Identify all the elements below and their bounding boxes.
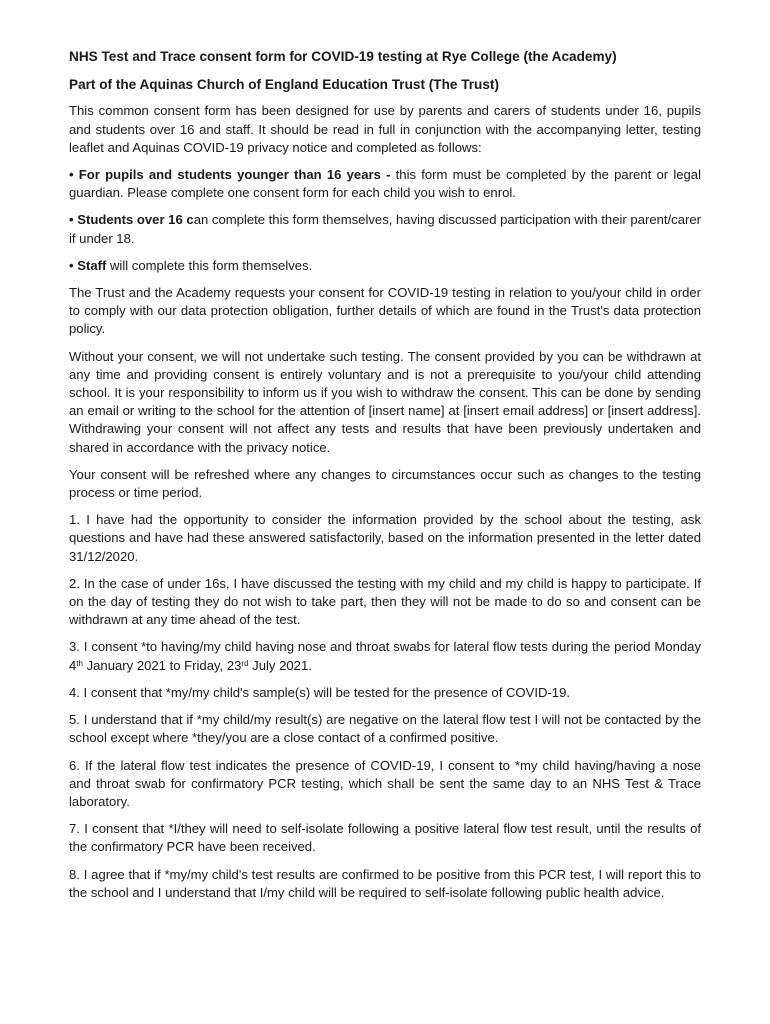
form-title: NHS Test and Trace consent form for COVID-19 testing at Rye College (the Academy) <box>69 49 617 64</box>
intro-paragraph: This common consent form has been designed for use by parents and carers of students under 16, pupils and students over 16 and staff. It should be read in full in conjunction with the accompanying letter, testing leaflet and Aquinas COVID-19 privacy notice and completed as follows: <box>69 103 701 155</box>
statement-2: 2. In the case of under 16s, I have discussed the testing with my child and my child is happy to participate. If on the day of testing they do not wish to take part, then they will not be made to do so and consent can be withdrawn at any time ahead of the test. <box>69 575 701 628</box>
consent-form-page <box>69 48 701 911</box>
statement-8: 8. I agree that if *my/my child's test results are confirmed to be positive from this PCR test, I will report this to the school and I understand that I/my child will be required to self-isolate following public health advice. <box>69 866 701 900</box>
trust-subtitle: Part of the Aquinas Church of England Education Trust (The Trust) <box>69 77 499 93</box>
statement-3-part-a: 3. I consent *to having/my child having nose and throat swabs for lateral flow tests during the period Monday 4 <box>69 639 701 673</box>
bullet-under-16 <box>69 166 701 202</box>
bullet-staff-text: will complete this form themselves. <box>106 257 313 273</box>
bullet-under-16-label: • For pupils and students younger than 16 years - <box>69 167 391 183</box>
statement-6: 6. If the lateral flow test indicates the presence of COVID-19, I consent to *my child having/having a nose and throat swab for confirmatory PCR testing, which shall be sent the same day to an NHS Test & Trace laboratory. <box>69 757 701 809</box>
bullet-over-16-text: an complete this form themselves, having discussed participation with their parent/carer if under 18. <box>69 212 702 246</box>
statement-3-sup-th: th <box>76 658 83 668</box>
statement-7: 7. I consent that *I/they will need to self-isolate following a positive lateral flow test result, until the results of the confirmatory PCR have been received. <box>69 821 701 855</box>
statement-1: 1. I have had the opportunity to consider the information provided by the school about the testing, ask questions and have had these answered satisfactorily, based on the information presented in the letter dated 31/12/2020. <box>69 512 701 564</box>
statement-3-part-c: July 2021. <box>248 657 312 673</box>
statement-3-part-b: January 2021 to Friday, 23 <box>82 657 242 673</box>
bullet-over-16-label: • Students over 16 c <box>69 212 194 228</box>
statement-5: 5. I understand that if *my child/my result(s) are negative on the lateral flow test I will not be contacted by the school except where *they/you are a close contact of a confirmed positive. <box>69 712 701 746</box>
statement-4: 4. I consent that *my/my child's sample(s) will be tested for the presence of COVID-19. <box>69 684 570 700</box>
bullet-over-16 <box>69 211 701 247</box>
bullet-under-16-text: this form must be completed by the parent or legal guardian. Please complete one consent form for each child you wish to enrol. <box>69 167 701 201</box>
withdraw-paragraph: Without your consent, we will not undertake such testing. The consent provided by you can be withdrawn at any time and providing consent is entirely voluntary and is not a prerequisite to you/your child attending school. It is your responsibility to inform us if you wish to withdraw the consent. This can be done by sending an email or writing to the school for the attention of [insert name] at [insert email address] or [insert address]. Withdrawing your consent will not affect any tests and results that have been previously undertaken and shared in accordance with the privacy notice. <box>69 348 701 455</box>
statement-3 <box>69 638 701 674</box>
consent-paragraph: The Trust and the Academy requests your consent for COVID-19 testing in relation to you/your child in order to comply with our data protection obligation, further details of which are found in the Trust's data protection policy. <box>69 285 701 337</box>
refresh-paragraph: Your consent will be refreshed where any changes to circumstances occur such as changes to the testing process or time period. <box>69 466 701 501</box>
bullet-staff-label: • Staff <box>69 257 107 273</box>
bullet-staff <box>69 257 701 275</box>
statement-3-sup-rd: rd <box>241 658 249 668</box>
